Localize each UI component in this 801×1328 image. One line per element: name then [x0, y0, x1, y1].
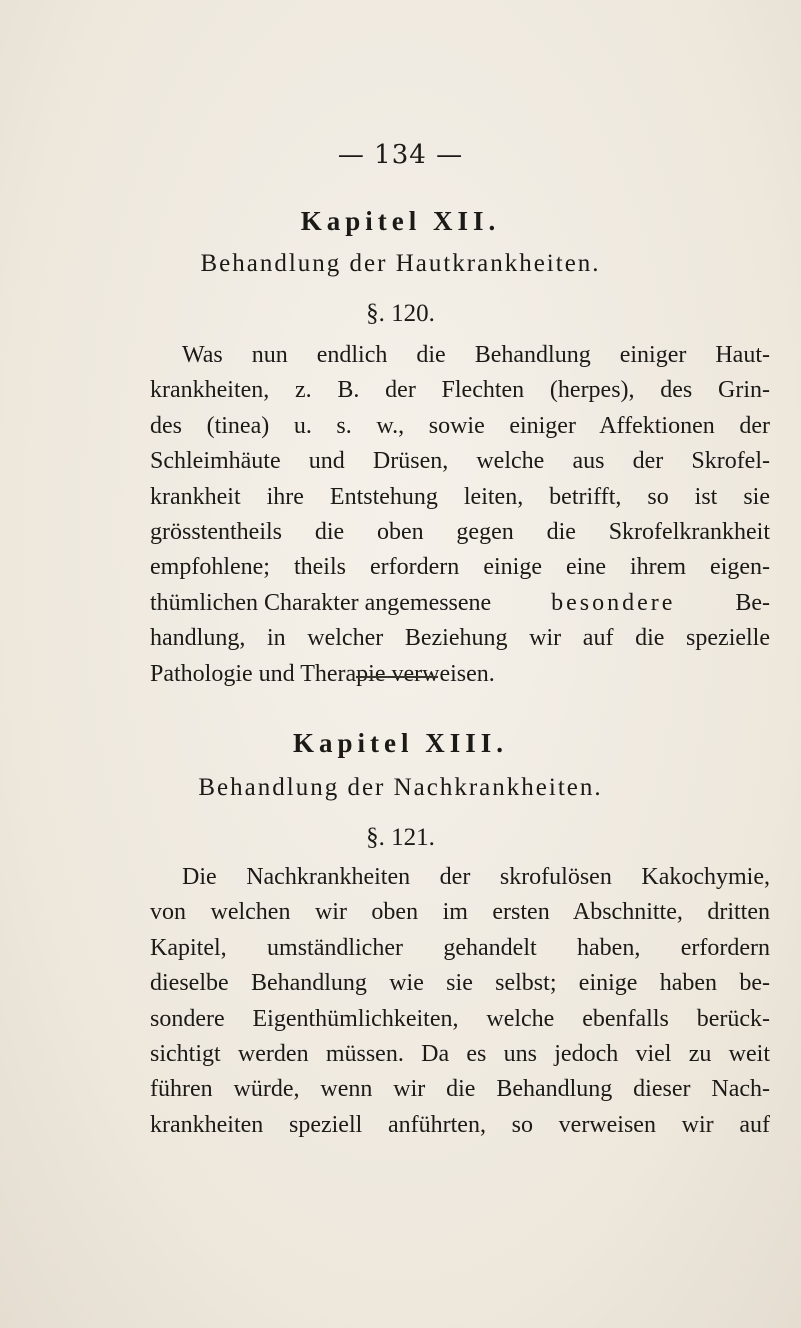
paragraph-line: krankheiten speziell anführten, so verweisen wir auf: [150, 1111, 770, 1138]
chapter-13-paragraph: [150, 860, 770, 1143]
paragraph-line: grösstentheils die oben gegen die Skrofelkrankheit: [150, 518, 770, 545]
paragraph-line: sichtigt werden müssen. Da es uns jedoch viel zu weit: [150, 1040, 770, 1067]
paragraph-line: führen würde, wenn wir die Behandlung dieser Nach-: [150, 1076, 770, 1103]
paragraph-line-part: thümlichen Charakter angemessene: [150, 589, 492, 616]
paragraph-line: Pathologie und Therapie verweisen.: [150, 660, 495, 687]
paragraph-line: krankheit ihre Entstehung leiten, betrifft, so ist sie: [150, 483, 770, 510]
section-121-mark: §. 121.: [366, 824, 435, 851]
section-120-mark: §. 120.: [366, 300, 435, 327]
paragraph-line: sondere Eigenthümlichkeiten, welche ebenfalls berück-: [150, 1005, 770, 1032]
paragraph-line-part: Be-: [735, 589, 770, 616]
chapter-12-paragraph: [150, 338, 770, 692]
paragraph-line: Schleimhäute und Drüsen, welche aus der Skrofel-: [150, 448, 770, 475]
paragraph-line: handlung, in welcher Beziehung wir auf die spezielle: [150, 625, 770, 652]
emphasized-word: besondere: [551, 589, 676, 616]
chapter-12-heading: Kapitel XII.: [300, 206, 501, 236]
paragraph-line: des (tinea) u. s. w., sowie einiger Affektionen der: [150, 412, 770, 439]
page-number: — 134 —: [337, 140, 464, 170]
paragraph-line: von welchen wir oben im ersten Abschnitte, dritten: [150, 899, 770, 926]
paragraph-line: empfohlene; theils erfordern einige eine ihrem eigen-: [150, 554, 770, 581]
paragraph-line: krankheiten, z. B. der Flechten (herpes), des Grin-: [150, 377, 770, 404]
paragraph-line: Kapitel, umständlicher gehandelt haben, erfordern: [150, 934, 770, 961]
chapter-13-subtitle: Behandlung der Nachkrankheiten.: [198, 774, 603, 801]
chapter-13-heading: Kapitel XIII.: [292, 728, 509, 758]
paragraph-line: dieselbe Behandlung wie sie selbst; einige haben be-: [150, 970, 770, 997]
chapter-12-subtitle: Behandlung der Hautkrankheiten.: [200, 250, 601, 277]
paragraph-line: [150, 586, 770, 621]
paragraph-line: Was nun endlich die Behandlung einiger Haut-: [182, 342, 770, 368]
paragraph-line: Die Nachkrankheiten der skrofulösen Kakochymie,: [182, 864, 770, 890]
chapter-divider: [356, 676, 438, 678]
